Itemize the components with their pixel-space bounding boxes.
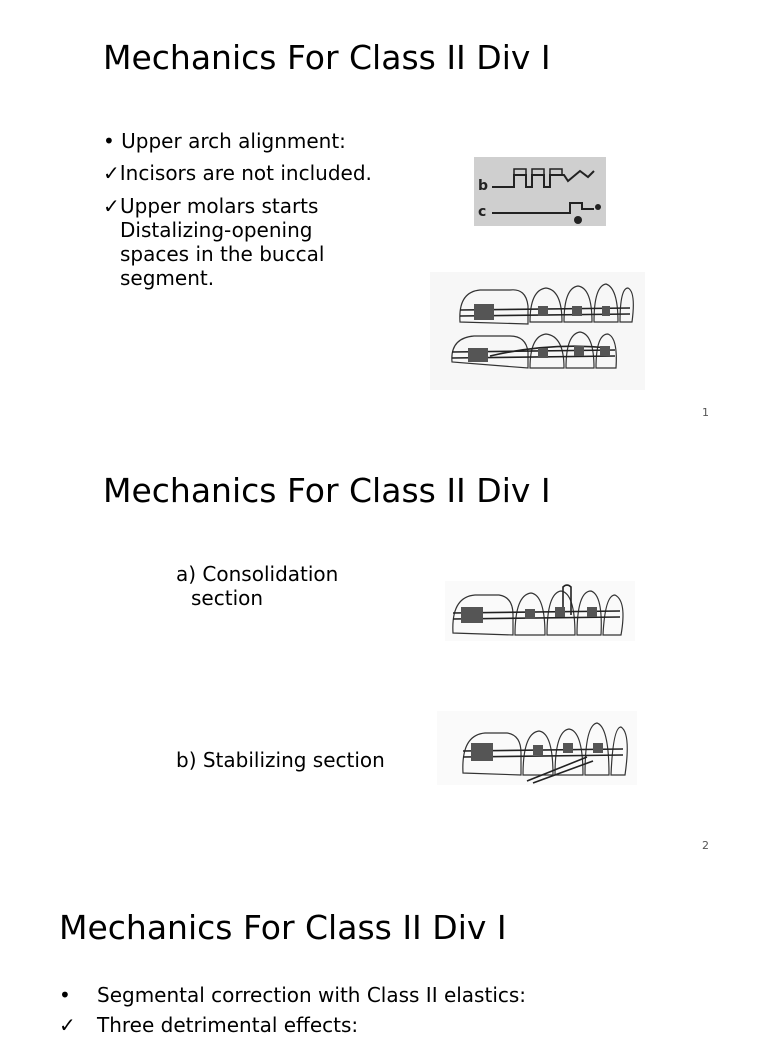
- slide-3: [0, 866, 768, 1037]
- check-item: [59, 1013, 659, 1037]
- slide-title: Mechanics For Class II Div I: [103, 471, 551, 510]
- check-text: Upper molars starts Distalizing-opening spaces in the buccal segment.: [120, 194, 325, 290]
- consolidation-drawing: [445, 581, 635, 641]
- bullet-glyph: •: [103, 129, 115, 153]
- stabilizing-drawing: [437, 711, 637, 785]
- slide-title: Mechanics For Class II Div I: [103, 38, 551, 77]
- bullet-item: [59, 983, 659, 1007]
- page-number: 2: [702, 839, 709, 852]
- wire-label-c: c: [478, 204, 487, 220]
- check-icon: ✓: [59, 1013, 76, 1037]
- bullet-item: [103, 129, 403, 153]
- section-label-consolidation: a) Consolidation section: [176, 562, 339, 610]
- bullet-glyph: •: [59, 983, 71, 1007]
- dental-arch-drawing: [430, 272, 645, 390]
- check-icon: ✓: [103, 194, 120, 218]
- check-item: [103, 161, 423, 185]
- slide-title: Mechanics For Class II Div I: [59, 908, 507, 947]
- wire-label-b: b: [478, 178, 489, 194]
- bullet-text: Upper arch alignment:: [121, 129, 346, 153]
- check-text: Three detrimental effects:: [97, 1013, 359, 1037]
- check-item: [103, 194, 363, 290]
- bullet-text: Segmental correction with Class II elastics:: [97, 983, 527, 1007]
- section-label-stabilizing: b) Stabilizing section: [176, 748, 385, 772]
- slide-1: [0, 0, 768, 433]
- page-number: 1: [702, 406, 709, 419]
- check-text: Incisors are not included.: [119, 161, 372, 185]
- slide-2: [0, 433, 768, 866]
- archwire-photo: [474, 157, 606, 226]
- check-icon: ✓: [103, 161, 120, 185]
